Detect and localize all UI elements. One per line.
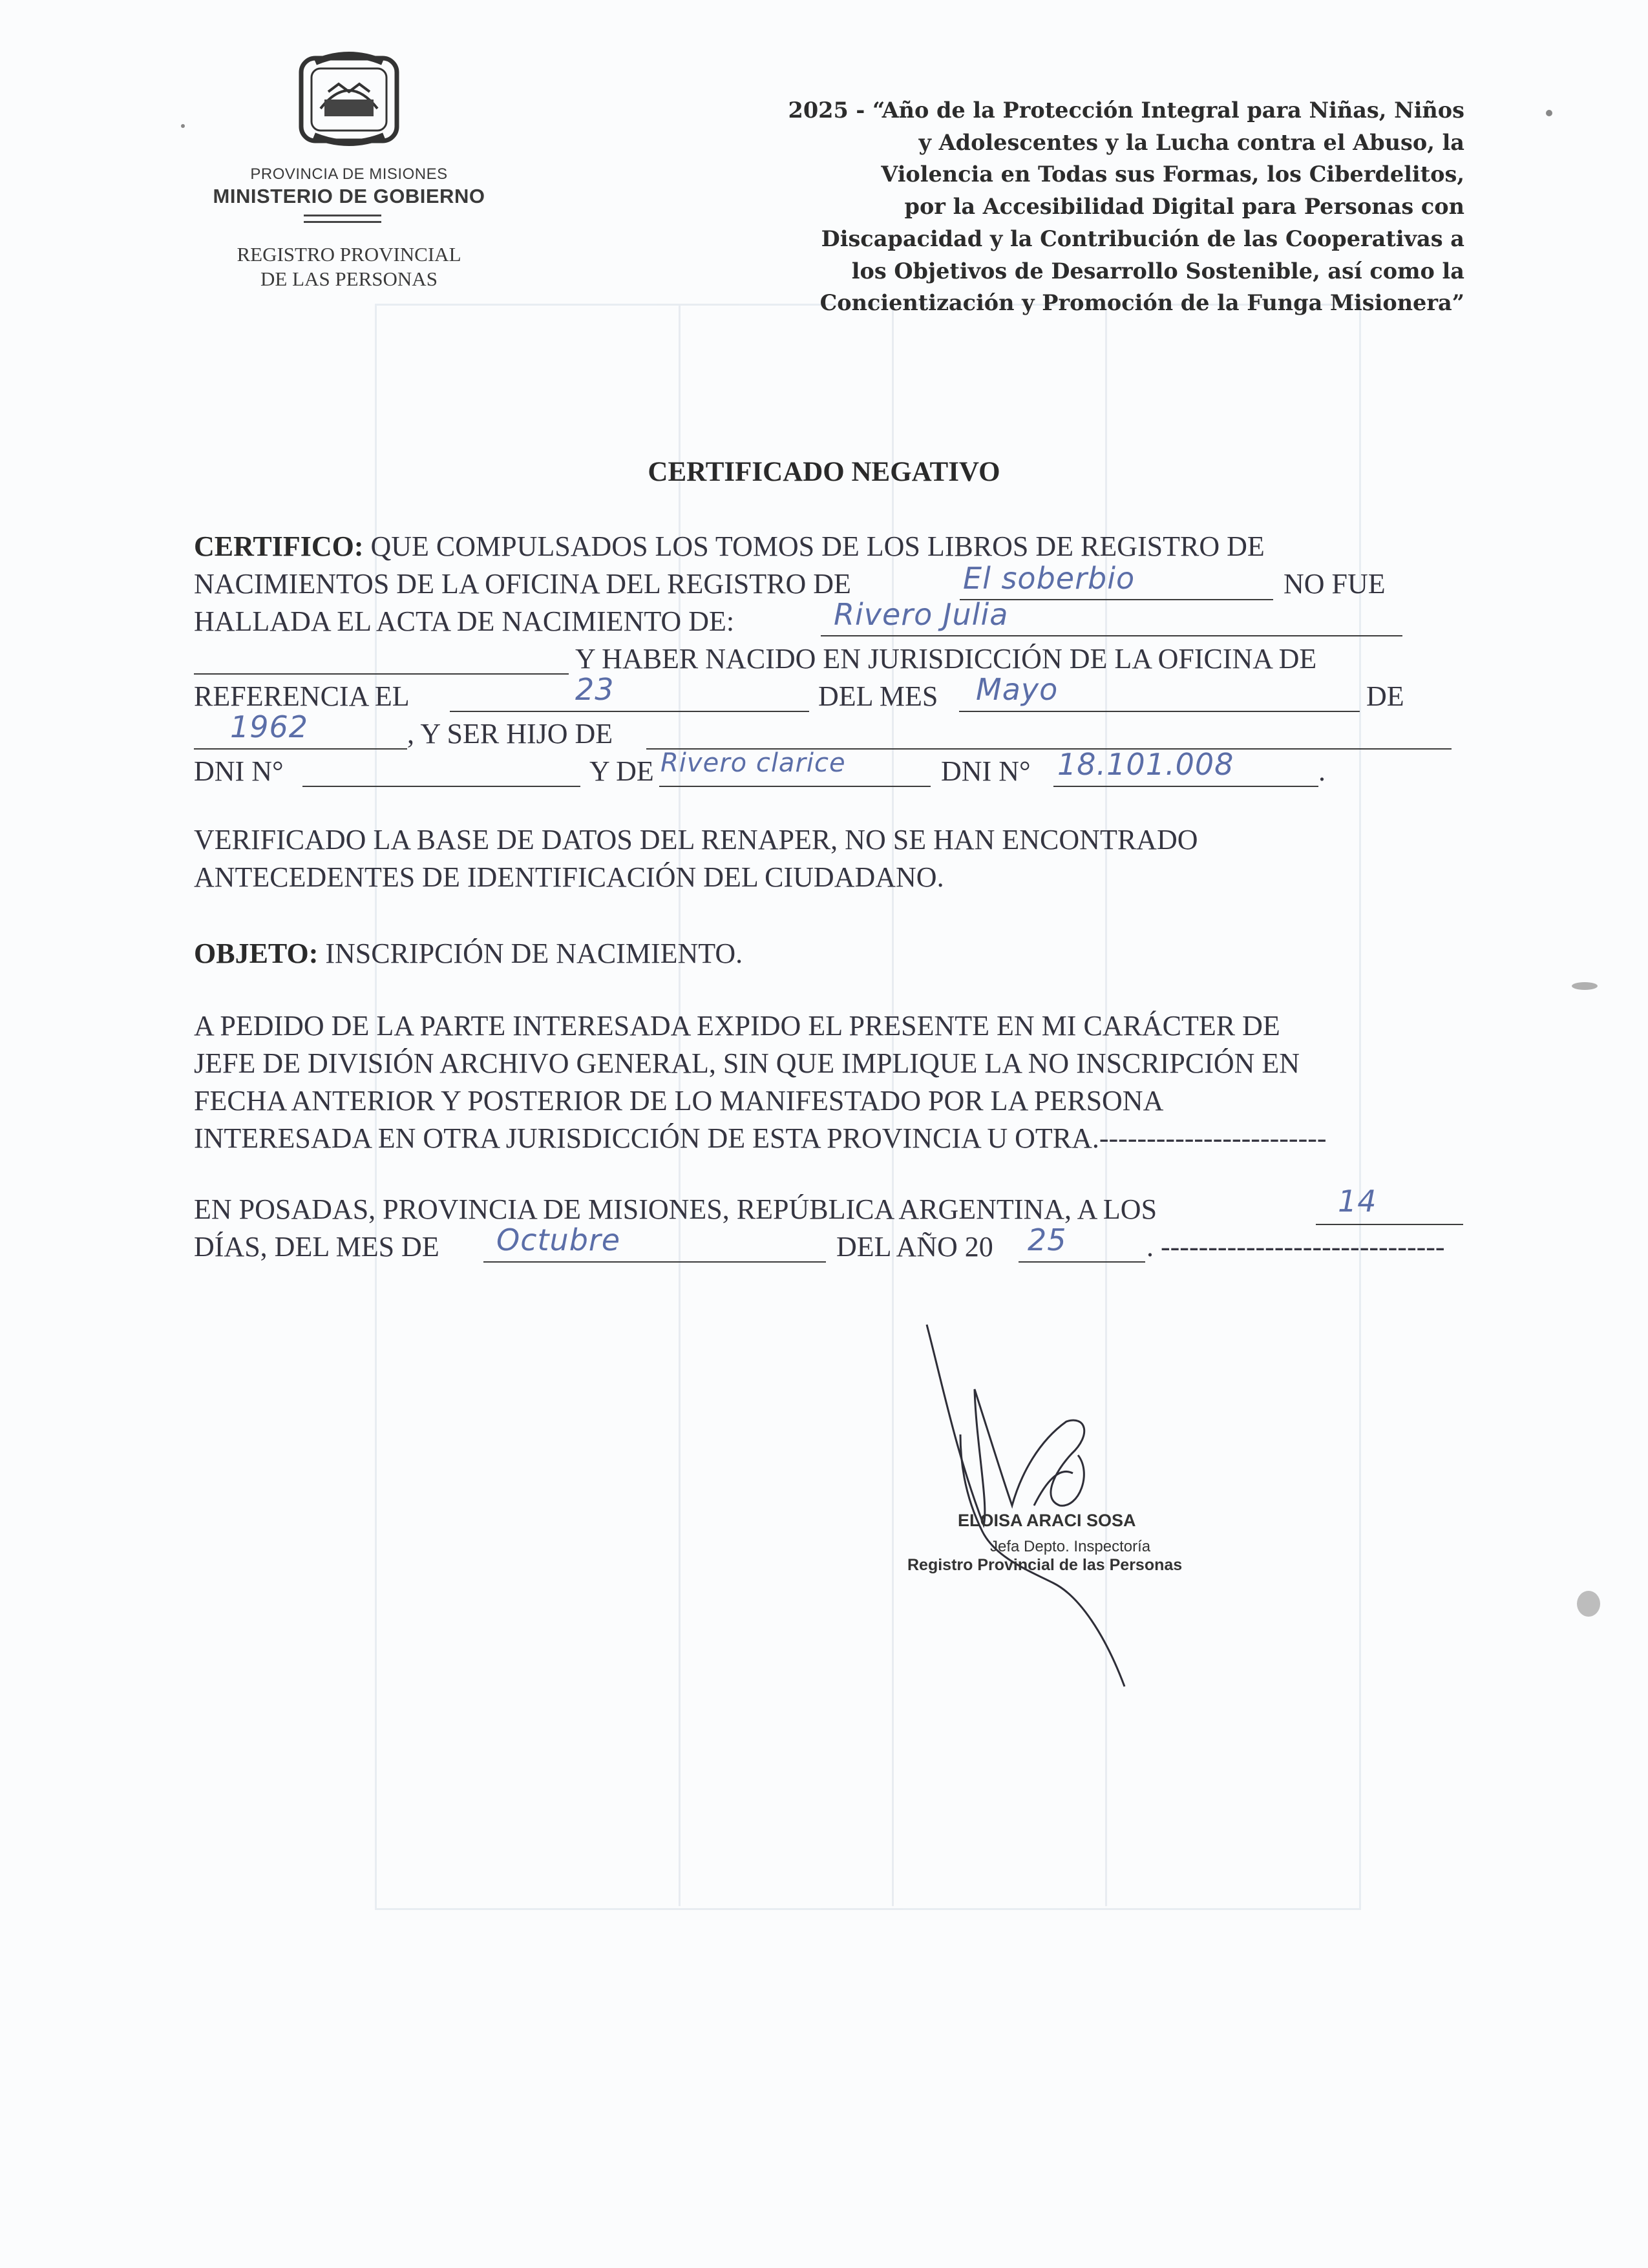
certifico-line-7d: . (1318, 755, 1326, 787)
objeto-line (194, 936, 743, 972)
scan-speck (181, 124, 185, 128)
renaper-line-2: ANTECEDENTES DE IDENTIFICACIÓN DEL CIUDADANO. (194, 861, 944, 893)
continuation-blank (194, 673, 569, 675)
certifico-line-2b: NO FUE (1284, 568, 1386, 600)
signer-name: ELOISA ARACI SOSA (958, 1511, 1136, 1530)
year-blank (194, 748, 407, 750)
closing-line-2a: DÍAS, DEL MES DE (194, 1231, 439, 1263)
closing-line-2b: DEL AÑO 20 (836, 1231, 993, 1263)
handwritten-issue-month: Octubre (496, 1223, 621, 1257)
province-seal-icon (292, 47, 406, 150)
motto-line: 2025 - “Año de la Protección Integral para Niñas, Niños (788, 98, 1464, 123)
issue-month-blank (483, 1261, 826, 1263)
header-divider (304, 215, 381, 216)
certifico-line-3: HALLADA EL ACTA DE NACIMIENTO DE: (194, 605, 735, 637)
registry-line-2: DE LAS PERSONAS (260, 268, 438, 290)
certifico-line-2a: NACIMIENTOS DE LA OFICINA DEL REGISTRO DE (194, 568, 851, 600)
scan-speck (1546, 110, 1552, 116)
pedido-line-1: A PEDIDO DE LA PARTE INTERESADA EXPIDO EL PRESENTE EN MI CARÁCTER DE (194, 1010, 1280, 1042)
motto-line: los Objetivos de Desarrollo Sostenible, así como la (851, 258, 1464, 284)
province-name: PROVINCIA DE MISIONES (250, 165, 448, 183)
mother-dni-blank (1053, 786, 1318, 787)
certifico-line-7b: Y DE (589, 755, 654, 787)
certifico-line-7c: DNI N° (941, 755, 1031, 787)
motto-line: y Adolescentes y la Lucha contra el Abuso, la (918, 129, 1464, 155)
motto-line: por la Accesibilidad Digital para Personas con (904, 194, 1464, 220)
father-dni-blank (302, 786, 580, 787)
handwritten-mother-dni: 18.101.008 (1057, 747, 1234, 782)
issue-day-blank (1316, 1224, 1463, 1225)
pedido-line-3: FECHA ANTERIOR Y POSTERIOR DE LO MANIFESTADO POR LA PERSONA (194, 1085, 1164, 1117)
pedido-line-4: INTERESADA EN OTRA JURISDICCIÓN DE ESTA PROVINCIA U OTRA.------------------------ (194, 1122, 1327, 1154)
motto-line: Concientización y Promoción de la Funga Misionera” (819, 290, 1464, 316)
signer-organization: Registro Provincial de las Personas (907, 1556, 1183, 1574)
handwritten-year: 1962 (230, 709, 309, 744)
handwritten-day: 23 (575, 672, 615, 707)
certifico-line-5b: DEL MES (818, 680, 938, 712)
mother-blank (659, 786, 931, 787)
year-motto (659, 94, 1464, 319)
certifico-line-5c: DE (1366, 680, 1404, 712)
handwritten-month: Mayo (976, 672, 1059, 707)
ministry-name: MINISTERIO DE GOBIERNO (213, 185, 485, 207)
closing-line-2c: . ------------------------------ (1146, 1231, 1445, 1263)
punch-hole-mark (1577, 1591, 1600, 1617)
signer-role: Jefa Depto. Inspectoría (990, 1538, 1151, 1555)
header-divider (304, 221, 381, 223)
objeto-label: OBJETO: (194, 938, 319, 969)
certifico-line-7a: DNI N° (194, 755, 284, 787)
certifico-line-5a: REFERENCIA EL (194, 680, 410, 712)
month-blank (959, 711, 1360, 712)
renaper-line-1: VERIFICADO LA BASE DE DATOS DEL RENAPER, NO SE HAN ENCONTRADO (194, 824, 1198, 856)
objeto-value: INSCRIPCIÓN DE NACIMIENTO. (325, 938, 743, 969)
motto-line: Discapacidad y la Contribución de las Cooperativas a (821, 226, 1464, 251)
certifico-line-6: , Y SER HIJO DE (407, 718, 613, 750)
name-blank (821, 635, 1402, 636)
handwritten-issue-day: 14 (1338, 1184, 1377, 1219)
registry-line-1: REGISTRO PROVINCIAL (237, 243, 461, 266)
certifico-label: CERTIFICO: (194, 530, 364, 562)
document-title: CERTIFICADO NEGATIVO (648, 457, 1000, 487)
certifico-text: QUE COMPULSADOS LOS TOMOS DE LOS LIBROS DE REGISTRO DE (370, 530, 1265, 562)
handwritten-name: Rivero Julia (834, 597, 1009, 632)
handwritten-issue-year: 25 (1028, 1223, 1067, 1257)
certifico-line-1 (194, 529, 1265, 565)
issue-year-blank (1019, 1261, 1145, 1263)
handwritten-signature (898, 1312, 1170, 1699)
handwritten-mother: Rivero clarice (660, 748, 846, 778)
pedido-line-2: JEFE DE DIVISIÓN ARCHIVO GENERAL, SIN QUE IMPLIQUE LA NO INSCRIPCIÓN EN (194, 1047, 1300, 1079)
day-blank (450, 711, 809, 712)
motto-line: Violencia en Todas sus Formas, los Ciberdelitos, (881, 162, 1464, 187)
closing-line-1: EN POSADAS, PROVINCIA DE MISIONES, REPÚBLICA ARGENTINA, A LOS (194, 1193, 1157, 1225)
handwritten-office: El soberbio (963, 561, 1136, 596)
certifico-line-4: Y HABER NACIDO EN JURISDICCIÓN DE LA OFICINA DE (575, 643, 1317, 675)
punch-hole-mark (1572, 982, 1598, 990)
